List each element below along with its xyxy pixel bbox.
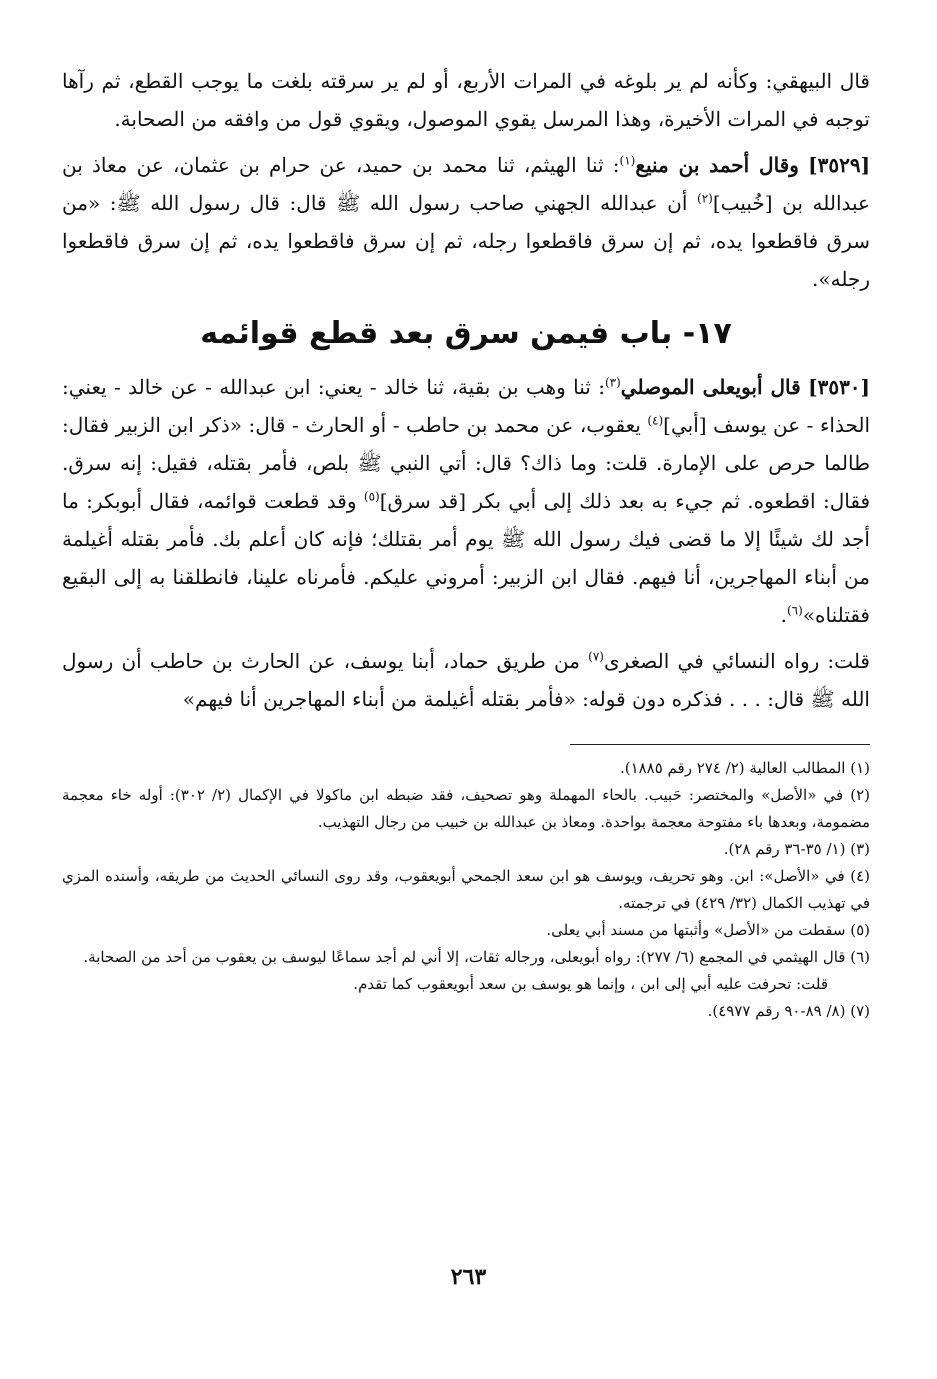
footnote-marker[interactable]: (٤): [647, 413, 664, 428]
footnote-marker[interactable]: (١): [619, 153, 636, 168]
footnote-marker[interactable]: (٣): [604, 375, 621, 390]
footnote-1: (١) المطالب العالية (٢/ ٢٧٤ رقم ١٨٨٥).: [619, 759, 870, 777]
narrator: وقال أحمد بن منيع: [635, 153, 799, 177]
hadith-text: وقد قطعت قوائمه، فقال أبوبكر: ما أجد لك شيئًا إلا ما قضى فيك رسول الله ﷺ يوم أمر بقتلك؛ فإنه كان أعلم بك. فأمر بقتله أغيلمة من أبناء المهاجرين، أنا فيهم. فقال ابن الزبير: أمروني عليكم. فأمرناه علينا، فانطلقنا به إلى البقيع فقتلناه»: [62, 489, 870, 627]
hadith-number: [٣٥٣٠]: [808, 375, 871, 399]
hadith-3530: [62, 368, 870, 634]
commentary-text: قلت: رواه النسائي في الصغرى: [603, 649, 870, 673]
narrator: قال أبويعلى الموصلي: [620, 375, 801, 399]
footnote-5: (٥) سقطت من «الأصل» وأثبتها من مسند أبي يعلى.: [546, 921, 870, 939]
page-body: [62, 62, 870, 1025]
commentary-paragraph: [62, 642, 870, 718]
chapter-title: ١٧- باب فيمن سرق بعد قطع قوائمه: [200, 316, 732, 351]
footnote-2: (٢) في «الأصل» والمختصر: حَبيب. بالحاء المهملة وهو تصحيف، فقد ضبطه ابن ماكولا في الإكمال (٢/ ٣٠٢): أوله خاء معجمة مضمومة، وبعدها باء مفتوحة معجمة بواحدة. ومعاذ بن عبدالله بن خبيب من رجال التهذيب.: [62, 786, 870, 831]
footnote-marker[interactable]: (٧): [588, 649, 604, 664]
commentary-text: من طريق حماد، أبنا يوسف، عن الحارث بن حاطب أن رسول الله ﷺ قال: . . . فذكره دون قوله: «فأمر بقتله أغيلمة من أبناء المهاجرين أنا فيهم»: [62, 649, 870, 711]
footnote-marker[interactable]: (٢): [697, 191, 713, 206]
hadith-text: .: [780, 603, 787, 627]
hadith-text: : ثنا الهيثم، ثنا محمد بن حميد، عن حرام بن عثمان، عن معاذ بن عبدالله بن [خُبيب]: [62, 153, 870, 215]
intro-paragraph: قال البيهقي: وكأنه لم ير بلوغه في المرات الأربع، أو لم ير سرقته بلغت ما يوجب القطع، ثم رآها توجبه في المرات الأخيرة، وهذا المرسل يقوي الموصول، ويقوي قول من وافقه من الصحابة.: [62, 69, 870, 131]
footnotes: [62, 755, 870, 1025]
hadith-text: : ثنا وهب بن بقية، ثنا خالد - يعني: ابن عبدالله - عن خالد - يعني: الحذاء - عن يوسف [أبي]: [62, 375, 870, 437]
footnote-4: (٤) في «الأصل»: ابن. وهو تحريف، ويوسف هو ابن سعد الجمحي أبويعقوب، وقد روى النسائي الحديث من طريقه، وأسنده المزي في تهذيب الكمال (٣٢/ ٤٢٩) في ترجمته.: [62, 867, 870, 912]
hadith-text: أن عبدالله الجهني صاحب رسول الله ﷺ قال: قال رسول الله ﷺ: «من سرق فاقطعوا يده، ثم إن سرق فاقطعوا رجله، ثم إن سرق فاقطعوا يده، ثم إن سرق فاقطعوا رجله».: [62, 191, 870, 291]
hadith-text: يعقوب، عن محمد بن حاطب - أو الحارث - قال: «ذكر ابن الزبير فقال: طالما حرص على الإمارة. قلت: وما ذاك؟ قال: أتي النبي ﷺ بلص، فأمر بقتله، فقيل: إنه سرق. فقال: اقطعوه. ثم جيء به بعد ذلك إلى أبي بكر [قد سرق]: [62, 413, 871, 513]
footnote-6: (٦) قال الهيثمي في المجمع (٦/ ٢٧٧): رواه أبويعلى، ورجاله ثقات، إلا أني لم أجد سماعًا ليوسف بن يعقوب من أحد من الصحابة.: [83, 948, 870, 966]
footnote-marker[interactable]: (٦): [786, 603, 803, 618]
footnote-6-note: قلت: تحرفت عليه أبي إلى ابن ، وإنما هو يوسف بن سعد أبويعقوب كما تقدم.: [353, 975, 828, 993]
footnote-7: (٧) (٨/ ٨٩-٩٠ رقم ٤٩٧٧).: [707, 1002, 870, 1020]
page-number: ٢٦٣: [450, 1264, 487, 1290]
hadith-3529: [62, 146, 870, 298]
hadith-number: [٣٥٢٩]: [808, 153, 871, 177]
footnote-marker[interactable]: (٥): [363, 489, 380, 504]
footnote-separator: [570, 744, 870, 745]
footnote-3: (٣) (١/ ٣٥-٣٦ رقم ٢٨).: [723, 840, 870, 858]
